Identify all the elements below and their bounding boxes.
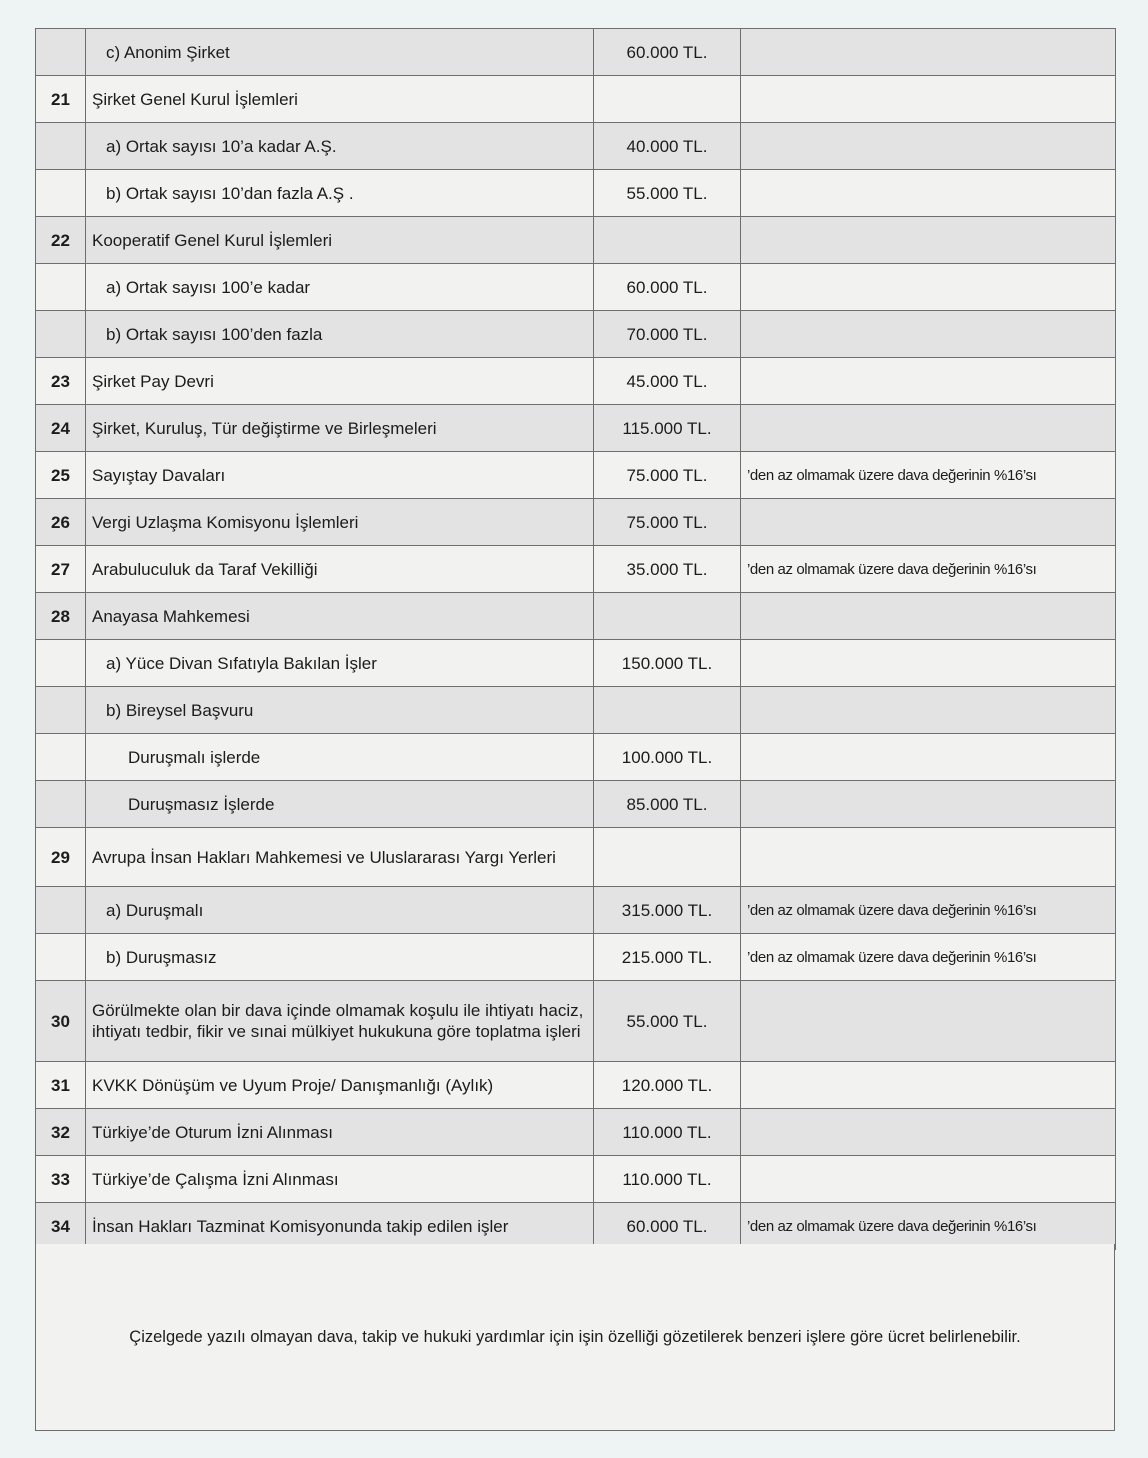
row-number: 30 <box>36 981 86 1062</box>
row-note <box>741 311 1116 358</box>
row-fee: 315.000 TL. <box>594 887 741 934</box>
table-row <box>36 311 1116 358</box>
row-note <box>741 264 1116 311</box>
row-note: ’den az olmamak üzere dava değerinin %16’sı <box>741 934 1116 981</box>
row-description: Kooperatif Genel Kurul İşlemleri <box>86 217 594 264</box>
row-description: Duruşmasız İşlerde <box>86 781 594 828</box>
row-number: 33 <box>36 1156 86 1203</box>
row-number: 24 <box>36 405 86 452</box>
table-row <box>36 593 1116 640</box>
row-number: 28 <box>36 593 86 640</box>
row-description: a) Duruşmalı <box>86 887 594 934</box>
row-number: 34 <box>36 1203 86 1250</box>
row-description: c) Anonim Şirket <box>86 29 594 76</box>
row-note: ’den az olmamak üzere dava değerinin %16’sı <box>741 452 1116 499</box>
table-row <box>36 170 1116 217</box>
table-row <box>36 1109 1116 1156</box>
row-number: 21 <box>36 76 86 123</box>
row-note <box>741 640 1116 687</box>
table-row <box>36 1156 1116 1203</box>
row-note <box>741 828 1116 887</box>
row-description: b) Ortak sayısı 100’den fazla <box>86 311 594 358</box>
row-note: ’den az olmamak üzere dava değerinin %16’sı <box>741 1203 1116 1250</box>
row-description: Türkiye’de Oturum İzni Alınması <box>86 1109 594 1156</box>
table-row <box>36 687 1116 734</box>
fee-table-body <box>36 29 1116 1250</box>
table-row <box>36 358 1116 405</box>
row-note <box>741 1109 1116 1156</box>
row-description: Şirket, Kuruluş, Tür değiştirme ve Birleşmeleri <box>86 405 594 452</box>
row-description: Anayasa Mahkemesi <box>86 593 594 640</box>
row-fee: 35.000 TL. <box>594 546 741 593</box>
row-fee: 150.000 TL. <box>594 640 741 687</box>
row-note <box>741 1156 1116 1203</box>
row-note <box>741 405 1116 452</box>
row-description: a) Yüce Divan Sıfatıyla Bakılan İşler <box>86 640 594 687</box>
row-fee <box>594 76 741 123</box>
row-description: Arabuluculuk da Taraf Vekilliği <box>86 546 594 593</box>
table-row <box>36 29 1116 76</box>
table-row <box>36 546 1116 593</box>
row-fee: 60.000 TL. <box>594 29 741 76</box>
footer-note-box <box>35 1244 1115 1431</box>
row-note <box>741 1062 1116 1109</box>
row-fee: 60.000 TL. <box>594 264 741 311</box>
row-number <box>36 734 86 781</box>
row-note <box>741 358 1116 405</box>
table-row <box>36 76 1116 123</box>
row-description: KVKK Dönüşüm ve Uyum Proje/ Danışmanlığı (Aylık) <box>86 1062 594 1109</box>
row-fee <box>594 593 741 640</box>
table-row <box>36 264 1116 311</box>
row-number: 27 <box>36 546 86 593</box>
row-number: 29 <box>36 828 86 887</box>
row-description: Duruşmalı işlerde <box>86 734 594 781</box>
table-row <box>36 934 1116 981</box>
table-row <box>36 734 1116 781</box>
row-description: Sayıştay Davaları <box>86 452 594 499</box>
row-note <box>741 76 1116 123</box>
row-note <box>741 593 1116 640</box>
row-fee: 110.000 TL. <box>594 1109 741 1156</box>
row-description: Vergi Uzlaşma Komisyonu İşlemleri <box>86 499 594 546</box>
table-row <box>36 1062 1116 1109</box>
row-number <box>36 311 86 358</box>
table-row <box>36 887 1116 934</box>
row-description: Türkiye’de Çalışma İzni Alınması <box>86 1156 594 1203</box>
row-note <box>741 217 1116 264</box>
row-fee: 60.000 TL. <box>594 1203 741 1250</box>
row-description: İnsan Hakları Tazminat Komisyonunda takip edilen işler <box>86 1203 594 1250</box>
table-row <box>36 123 1116 170</box>
row-note <box>741 170 1116 217</box>
row-note <box>741 981 1116 1062</box>
row-note <box>741 734 1116 781</box>
row-number: 25 <box>36 452 86 499</box>
row-number: 26 <box>36 499 86 546</box>
table-row <box>36 640 1116 687</box>
row-number <box>36 781 86 828</box>
row-description: Görülmekte olan bir dava içinde olmamak koşulu ile ihtiyatı haciz, ihtiyatı tedbir, fikir ve sınai mülkiyet hukukuna göre toplatma işleri <box>86 981 594 1062</box>
row-fee: 70.000 TL. <box>594 311 741 358</box>
row-description: Avrupa İnsan Hakları Mahkemesi ve Uluslararası Yargı Yerleri <box>86 828 594 887</box>
row-fee: 75.000 TL. <box>594 452 741 499</box>
table-row <box>36 405 1116 452</box>
row-description: Şirket Genel Kurul İşlemleri <box>86 76 594 123</box>
row-note <box>741 123 1116 170</box>
row-note: ’den az olmamak üzere dava değerinin %16’sı <box>741 546 1116 593</box>
table-row <box>36 828 1116 887</box>
row-number <box>36 29 86 76</box>
row-fee: 115.000 TL. <box>594 405 741 452</box>
table-row <box>36 1203 1116 1250</box>
row-number <box>36 170 86 217</box>
table-row <box>36 981 1116 1062</box>
fee-table <box>35 28 1116 1250</box>
row-number: 23 <box>36 358 86 405</box>
row-number <box>36 640 86 687</box>
row-number <box>36 123 86 170</box>
row-fee <box>594 217 741 264</box>
table-row <box>36 781 1116 828</box>
table-row <box>36 452 1116 499</box>
row-number <box>36 887 86 934</box>
row-description: a) Ortak sayısı 100’e kadar <box>86 264 594 311</box>
row-fee <box>594 687 741 734</box>
row-number: 32 <box>36 1109 86 1156</box>
row-fee: 110.000 TL. <box>594 1156 741 1203</box>
row-fee: 55.000 TL. <box>594 981 741 1062</box>
row-fee: 45.000 TL. <box>594 358 741 405</box>
row-fee: 55.000 TL. <box>594 170 741 217</box>
row-fee: 215.000 TL. <box>594 934 741 981</box>
row-description: Şirket Pay Devri <box>86 358 594 405</box>
row-number <box>36 934 86 981</box>
row-fee: 100.000 TL. <box>594 734 741 781</box>
row-fee: 85.000 TL. <box>594 781 741 828</box>
row-description: a) Ortak sayısı 10’a kadar A.Ş. <box>86 123 594 170</box>
row-description: b) Bireysel Başvuru <box>86 687 594 734</box>
footer-note: Çizelgede yazılı olmayan dava, takip ve hukuki yardımlar için işin özelliği gözetilerek benzeri işlere göre ücret belirlenebilir. <box>129 1327 1021 1346</box>
row-note <box>741 29 1116 76</box>
row-note <box>741 499 1116 546</box>
row-description: b) Ortak sayısı 10’dan fazla A.Ş . <box>86 170 594 217</box>
row-fee: 40.000 TL. <box>594 123 741 170</box>
row-number <box>36 687 86 734</box>
row-fee: 75.000 TL. <box>594 499 741 546</box>
row-note: ’den az olmamak üzere dava değerinin %16’sı <box>741 887 1116 934</box>
row-number: 22 <box>36 217 86 264</box>
row-note <box>741 781 1116 828</box>
row-fee: 120.000 TL. <box>594 1062 741 1109</box>
row-number: 31 <box>36 1062 86 1109</box>
row-fee <box>594 828 741 887</box>
row-note <box>741 687 1116 734</box>
table-row <box>36 217 1116 264</box>
table-row <box>36 499 1116 546</box>
row-description: b) Duruşmasız <box>86 934 594 981</box>
row-number <box>36 264 86 311</box>
